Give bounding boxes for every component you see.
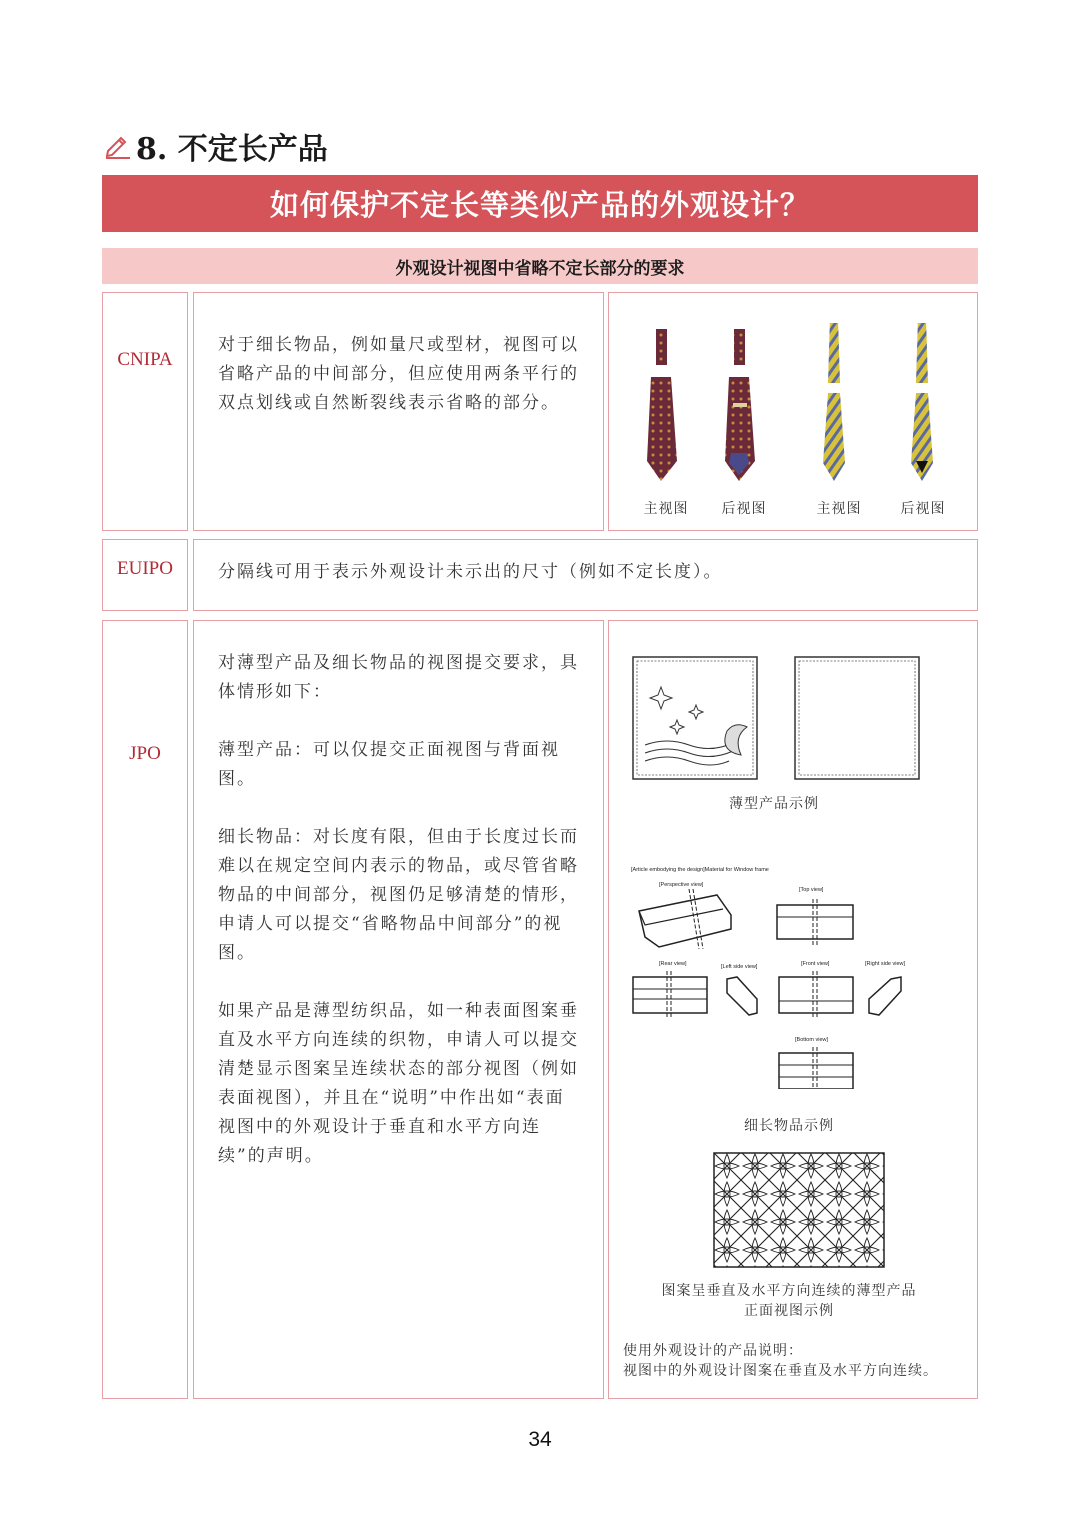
drawing-right-label: [Right side view] [865,961,906,967]
euipo-text-cell [193,539,978,611]
jpo-paragraph-textile: 如果产品是薄型纺织品，如一种表面图案垂直及水平方向连续的织物，申请人可以提交清楚显示图案呈连续状态的部分视图（例如表面视图），并且在“说明”中作出如“表面视图中的外观设计于垂直和水平方向连续”的声明。 [218,1001,579,1166]
jpo-paragraph-long: 细长物品：对长度有限，但由于长度过长而难以在规定空间内表示的物品，或尽管省略物品的中间部分，视图仍足够清楚的情形，申请人可以提交“省略物品中间部分”的视图。 [218,827,579,963]
drawing-top-label: [Top view] [799,887,824,893]
continuous-pattern-image [713,1152,885,1268]
pencil-icon [104,133,132,159]
cnipa-text-cell [193,292,604,531]
caption-front-view-2: 主视图 [816,501,862,517]
row-label-cnipa: CNIPA [102,292,188,531]
caption-back-view-1: 后视图 [721,501,767,517]
cnipa-image-cell [608,292,978,531]
caption-pattern-2: 正面视图示例 [744,1303,834,1319]
caption-long-object: 细长物品示例 [744,1118,834,1134]
page-banner: 如何保护不定长等类似产品的外观设计？ [102,175,978,232]
caption-pattern-1: 图案呈垂直及水平方向连续的薄型产品 [661,1283,917,1299]
table-subheader: 外观设计视图中省略不定长部分的要求 [102,248,978,284]
drawing-perspective-label: [Perspective view] [659,882,704,888]
drawing-rear-label: [Rear view] [659,961,687,967]
jpo-paragraph-intro: 对薄型产品及细长物品的视图提交要求，具体情形如下： [218,653,579,702]
jpo-image-cell [608,620,978,1399]
jpo-paragraph-thin: 薄型产品：可以仅提交正面视图与背面视图。 [218,740,560,789]
cnipa-text: 对于细长物品，例如量尺或型材，视图可以省略产品的中间部分，但应使用两条平行的双点划线或自然断裂线表示省略的部分。 [218,335,579,413]
note-line-1: 使用外观设计的产品说明： [623,1343,803,1359]
caption-front-view-1: 主视图 [643,501,689,517]
caption-thin-product: 薄型产品示例 [729,796,819,812]
drawing-left-label: [Left side view] [721,964,758,970]
product-description-note [623,1341,975,1381]
drawing-front-label: [Front view] [801,961,830,967]
section-title [104,122,328,170]
drawing-bottom-label: [Bottom view] [795,1037,829,1043]
note-line-2: 视图中的外观设计图案在垂直及水平方向连续。 [623,1363,938,1379]
euipo-text: 分隔线可用于表示外观设计未示出的尺寸（例如不定长度）。 [218,562,723,582]
caption-back-view-2: 后视图 [900,501,946,517]
tie-views-image [609,323,976,523]
jpo-text-cell [193,620,604,1399]
drawing-header-label: [Article embodying the design]Material for Window frame [631,867,769,873]
technical-views [631,859,931,1089]
long-object-drawing [631,859,931,1089]
section-title-text: 8. 不定长产品 [136,132,328,167]
row-label-jpo: JPO [102,620,188,1399]
thin-product-image [631,655,931,785]
row-label-euipo: EUIPO [102,539,188,611]
page-number: 34 [528,1428,552,1451]
